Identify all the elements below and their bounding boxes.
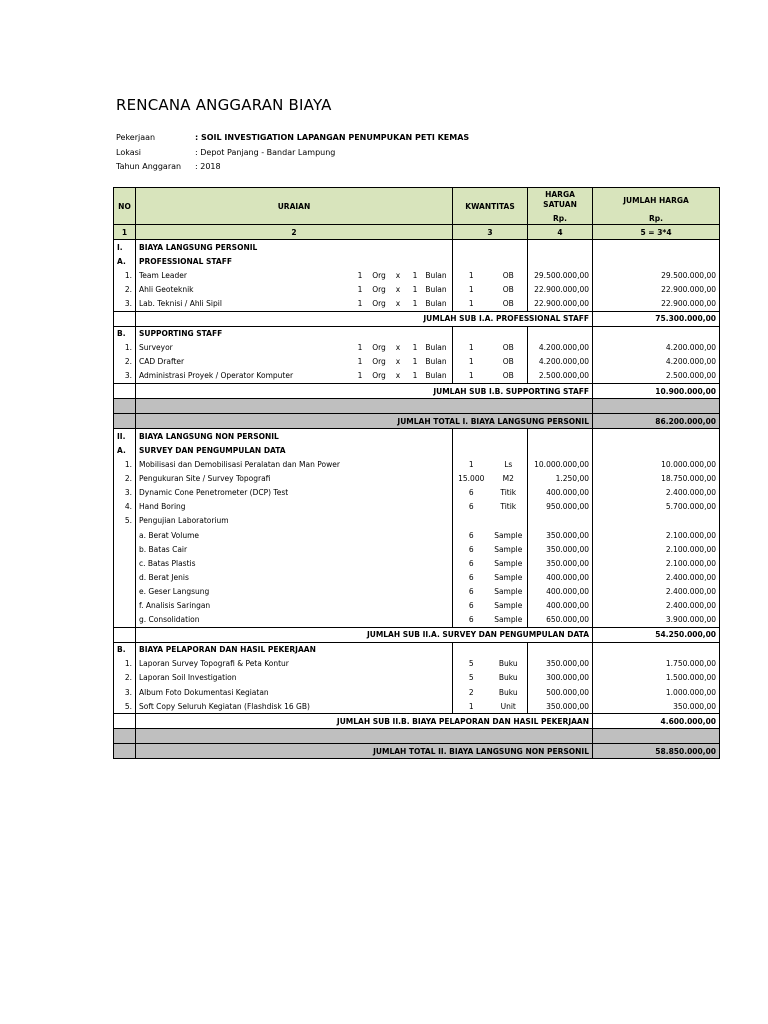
section-heading-row — [114, 429, 720, 444]
item-person-qty: 1 — [357, 299, 363, 309]
item-unit: Titik — [500, 502, 517, 512]
item-number: 1. — [124, 343, 132, 353]
item-unit-price: 400.000,00 — [528, 486, 593, 500]
item-quantity: 1 — [453, 699, 490, 714]
item-description — [136, 369, 453, 384]
item-unit: OB — [502, 284, 514, 294]
item-description: Pengujian Laboratorium — [136, 514, 453, 528]
item-total: 2.100.000,00 — [593, 528, 720, 542]
empty-cell — [593, 399, 720, 414]
empty-cell — [593, 729, 720, 744]
item-unit-price: 22.900.000,00 — [528, 296, 593, 311]
item-times: x — [395, 343, 401, 353]
item-description: Hand Boring — [136, 500, 453, 514]
table-row — [114, 657, 720, 671]
item-number: 2. — [124, 474, 132, 484]
item-duration-unit: Bulan — [425, 270, 447, 280]
empty-cell — [453, 326, 528, 341]
item-description — [136, 296, 453, 311]
empty-cell — [136, 399, 593, 414]
subtotal-label: JUMLAH SUB II.A. SURVEY DAN PENGUMPULAN DATA — [136, 627, 593, 642]
table-row — [114, 613, 720, 628]
item-unit-price: 400.000,00 — [528, 584, 593, 598]
item-total: 2.400.000,00 — [593, 486, 720, 500]
item-total: 5.700.000,00 — [593, 500, 720, 514]
section-heading-row — [114, 240, 720, 255]
item-number — [114, 556, 136, 570]
total-row — [114, 744, 720, 759]
item-duration-qty: 1 — [412, 343, 418, 353]
empty-cell — [114, 414, 136, 429]
item-number — [114, 570, 136, 584]
subtotal-row — [114, 384, 720, 399]
item-description-wrap — [139, 371, 449, 380]
item-quantity: 6 — [453, 613, 490, 628]
item-quantity: 6 — [453, 486, 490, 500]
empty-cell — [453, 429, 528, 444]
item-person-unit: Org — [372, 299, 386, 309]
table-row — [114, 486, 720, 500]
spacer-row — [114, 399, 720, 414]
item-unit: OB — [502, 371, 514, 381]
section-number: II. — [117, 431, 126, 441]
table-row — [114, 355, 720, 369]
item-quantity: 1 — [453, 369, 490, 384]
item-quantity: 2 — [453, 685, 490, 699]
table-row — [114, 528, 720, 542]
item-description: a. Berat Volume — [136, 528, 453, 542]
subtotal-value: 54.250.000,00 — [593, 627, 720, 642]
item-description: f. Analisis Saringan — [136, 598, 453, 612]
item-person-unit: Org — [372, 357, 386, 367]
meta-value: : Depot Panjang - Bandar Lampung — [195, 147, 336, 157]
item-quantity: 6 — [453, 500, 490, 514]
total-value: 58.850.000,00 — [593, 744, 720, 759]
empty-cell — [593, 443, 720, 457]
item-unit: Buku — [498, 673, 518, 683]
item-duration-unit: Bulan — [425, 343, 447, 353]
item-number — [114, 613, 136, 628]
section-number: A. — [117, 256, 126, 266]
item-unit-price: 400.000,00 — [528, 598, 593, 612]
item-number — [114, 528, 136, 542]
item-person-unit: Org — [372, 270, 386, 280]
item-unit-price: 350.000,00 — [528, 542, 593, 556]
header-uraian: URAIAN — [136, 188, 453, 225]
item-times: x — [395, 270, 401, 280]
section-number: B. — [117, 329, 126, 339]
index-uraian: 2 — [136, 225, 453, 240]
item-unit: Sample — [494, 586, 523, 596]
item-person-qty: 1 — [357, 343, 363, 353]
item-unit-price: 350.000,00 — [528, 699, 593, 714]
item-person-qty: 1 — [357, 284, 363, 294]
item-unit: Sample — [494, 572, 523, 582]
item-total: 1.000.000,00 — [593, 685, 720, 699]
item-unit-price: 400.000,00 — [528, 570, 593, 584]
subtotal-value: 75.300.000,00 — [593, 311, 720, 326]
item-unit-price: 4.200.000,00 — [528, 355, 593, 369]
meta-row-pekerjaan — [116, 133, 469, 148]
item-duration-qty: 1 — [412, 371, 418, 381]
item-quantity: 1 — [453, 355, 490, 369]
table-header-row — [114, 188, 720, 213]
subtotal-row — [114, 311, 720, 326]
header-no: NO — [114, 188, 136, 225]
table-row — [114, 282, 720, 296]
empty-cell — [593, 326, 720, 341]
item-quantity: 6 — [453, 570, 490, 584]
header-jumlah-rp: Rp. — [593, 212, 720, 225]
subtotal-label: JUMLAH SUB II.B. BIAYA PELAPORAN DAN HASIL PEKERJAAN — [136, 714, 593, 729]
item-total: 22.900.000,00 — [593, 282, 720, 296]
subtotal-value: 10.900.000,00 — [593, 384, 720, 399]
item-description: g. Consolidation — [136, 613, 453, 628]
section-title: SURVEY DAN PENGUMPULAN DATA — [136, 443, 453, 457]
item-total: 18.750.000,00 — [593, 472, 720, 486]
page-title: RENCANA ANGGARAN BIAYA — [116, 96, 332, 114]
table-index-row — [114, 225, 720, 240]
empty-cell — [593, 642, 720, 657]
item-number: 1. — [124, 460, 132, 470]
empty-cell — [593, 254, 720, 268]
item-name: Administrasi Proyek / Operator Komputer — [139, 371, 294, 381]
item-description: Soft Copy Seluruh Kegiatan (Flashdisk 16 GB) — [136, 699, 453, 714]
item-unit: Titik — [500, 488, 517, 498]
section-number: A. — [117, 445, 126, 455]
item-description-wrap — [139, 299, 449, 308]
item-quantity: 5 — [453, 671, 490, 685]
item-total: 3.900.000,00 — [593, 613, 720, 628]
index-kwantitas: 3 — [453, 225, 528, 240]
item-duration-qty: 1 — [412, 357, 418, 367]
item-number: 3. — [124, 371, 132, 381]
table-row — [114, 369, 720, 384]
empty-cell — [528, 642, 593, 657]
item-name: Ahli Geoteknik — [139, 284, 194, 294]
empty-cell — [114, 399, 136, 414]
item-name: Team Leader — [139, 270, 187, 280]
table-row — [114, 584, 720, 598]
item-unit-price: 22.900.000,00 — [528, 282, 593, 296]
section-title: PROFESSIONAL STAFF — [136, 254, 453, 268]
meta-value: : 2018 — [195, 162, 221, 171]
item-unit: Buku — [498, 659, 518, 669]
item-total: 2.500.000,00 — [593, 369, 720, 384]
item-description: b. Batas Cair — [136, 542, 453, 556]
item-person-unit: Org — [372, 343, 386, 353]
item-total: 1.500.000,00 — [593, 671, 720, 685]
budget-table — [113, 187, 720, 759]
item-unit-price: 1.250,00 — [528, 472, 593, 486]
item-unit: Sample — [494, 600, 523, 610]
empty-cell — [453, 642, 528, 657]
section-title: BIAYA LANGSUNG PERSONIL — [136, 240, 453, 255]
item-quantity: 6 — [453, 556, 490, 570]
empty-cell — [528, 254, 593, 268]
section-title: BIAYA LANGSUNG NON PERSONIL — [136, 429, 453, 444]
empty-cell — [593, 240, 720, 255]
meta-label: Pekerjaan — [116, 133, 156, 142]
item-unit-price: 300.000,00 — [528, 671, 593, 685]
header-harga-rp: Rp. — [528, 212, 593, 225]
header-harga-satuan: HARGA SATUAN — [528, 188, 593, 213]
empty-cell — [528, 326, 593, 341]
subtotal-label: JUMLAH SUB I.B. SUPPORTING STAFF — [136, 384, 593, 399]
table-row — [114, 699, 720, 714]
item-unit-price: 350.000,00 — [528, 556, 593, 570]
item-unit: Ls — [504, 460, 513, 470]
total-label: JUMLAH TOTAL I. BIAYA LANGSUNG PERSONIL — [136, 414, 593, 429]
item-duration-unit: Bulan — [425, 284, 447, 294]
item-quantity: 1 — [453, 458, 490, 472]
item-description: Album Foto Dokumentasi Kegiatan — [136, 685, 453, 699]
spacer-row — [114, 729, 720, 744]
item-unit-price: 10.000.000,00 — [528, 458, 593, 472]
item-description — [136, 341, 453, 355]
item-quantity: 6 — [453, 584, 490, 598]
item-description: Dynamic Cone Penetrometer (DCP) Test — [136, 486, 453, 500]
table-row — [114, 268, 720, 282]
item-quantity: 15.000 — [453, 472, 490, 486]
item-description: c. Batas Plastis — [136, 556, 453, 570]
item-total: 2.400.000,00 — [593, 584, 720, 598]
item-quantity — [453, 514, 490, 528]
empty-cell — [114, 311, 136, 326]
project-meta — [116, 133, 469, 177]
empty-cell — [114, 627, 136, 642]
meta-label: Lokasi — [116, 147, 141, 157]
item-unit-price: 950.000,00 — [528, 500, 593, 514]
table-row — [114, 685, 720, 699]
item-total: 350.000,00 — [593, 699, 720, 714]
meta-value: : SOIL INVESTIGATION LAPANGAN PENUMPUKAN PETI KEMAS — [195, 133, 470, 142]
item-number — [114, 598, 136, 612]
table-row — [114, 514, 720, 528]
subtotal-row — [114, 627, 720, 642]
empty-cell — [136, 729, 593, 744]
item-duration-qty: 1 — [412, 284, 418, 294]
item-person-unit: Org — [372, 371, 386, 381]
empty-cell — [593, 429, 720, 444]
empty-cell — [114, 384, 136, 399]
section-heading-row — [114, 326, 720, 341]
item-unit: Sample — [494, 558, 523, 568]
section-heading-row — [114, 254, 720, 268]
item-duration-unit: Bulan — [425, 299, 447, 309]
item-quantity: 1 — [453, 268, 490, 282]
empty-cell — [528, 240, 593, 255]
item-total: 29.500.000,00 — [593, 268, 720, 282]
item-name: Lab. Teknisi / Ahli Sipil — [139, 299, 222, 309]
section-title: SUPPORTING STAFF — [136, 326, 453, 341]
item-total — [593, 514, 720, 528]
item-number: 2. — [124, 357, 132, 367]
item-person-qty: 1 — [357, 357, 363, 367]
item-unit: Unit — [500, 701, 516, 711]
item-person-unit: Org — [372, 284, 386, 294]
item-total: 2.400.000,00 — [593, 598, 720, 612]
item-total: 2.400.000,00 — [593, 570, 720, 584]
item-quantity: 1 — [453, 341, 490, 355]
item-number: 4. — [124, 502, 132, 512]
section-number: I. — [117, 242, 123, 252]
index-no: 1 — [114, 225, 136, 240]
index-harga: 4 — [528, 225, 593, 240]
item-person-qty: 1 — [357, 270, 363, 280]
item-number — [114, 542, 136, 556]
item-quantity: 6 — [453, 528, 490, 542]
table-row — [114, 296, 720, 311]
item-times: x — [395, 371, 401, 381]
item-total: 4.200.000,00 — [593, 355, 720, 369]
item-unit: OB — [502, 343, 514, 353]
item-unit: Sample — [494, 530, 523, 540]
item-times: x — [395, 284, 401, 294]
table-row — [114, 472, 720, 486]
item-description — [136, 282, 453, 296]
subtotal-value: 4.600.000,00 — [593, 714, 720, 729]
item-total: 4.200.000,00 — [593, 341, 720, 355]
empty-cell — [114, 729, 136, 744]
item-total: 1.750.000,00 — [593, 657, 720, 671]
total-row — [114, 414, 720, 429]
total-label: JUMLAH TOTAL II. BIAYA LANGSUNG NON PERSONIL — [136, 744, 593, 759]
meta-label: Tahun Anggaran — [116, 162, 182, 171]
table-row — [114, 570, 720, 584]
item-number — [114, 584, 136, 598]
item-times: x — [395, 357, 401, 367]
item-number: 2. — [124, 284, 132, 294]
section-number: B. — [117, 645, 126, 655]
item-number: 5. — [124, 701, 132, 711]
index-jumlah: 5 = 3*4 — [593, 225, 720, 240]
item-number: 3. — [124, 687, 132, 697]
section-heading-row — [114, 443, 720, 457]
section-title: BIAYA PELAPORAN DAN HASIL PEKERJAAN — [136, 642, 453, 657]
item-unit: Buku — [498, 687, 518, 697]
item-description-wrap — [139, 357, 449, 366]
item-unit — [490, 514, 528, 528]
item-number: 3. — [124, 488, 132, 498]
empty-cell — [453, 254, 528, 268]
item-unit-price: 350.000,00 — [528, 657, 593, 671]
item-description: d. Berat Jenis — [136, 570, 453, 584]
item-number: 2. — [124, 673, 132, 683]
item-description: Pengukuran Site / Survey Topografi — [136, 472, 453, 486]
item-description-wrap — [139, 343, 449, 352]
item-unit-price: 2.500.000,00 — [528, 369, 593, 384]
item-duration-qty: 1 — [412, 299, 418, 309]
item-quantity: 1 — [453, 282, 490, 296]
item-quantity: 6 — [453, 542, 490, 556]
table-row — [114, 458, 720, 472]
item-person-qty: 1 — [357, 371, 363, 381]
empty-cell — [114, 714, 136, 729]
table-row — [114, 556, 720, 570]
item-description-wrap — [139, 271, 449, 280]
item-description: Laporan Soil Investigation — [136, 671, 453, 685]
meta-row-lokasi — [116, 148, 469, 163]
item-description — [136, 355, 453, 369]
table-row — [114, 341, 720, 355]
item-unit: OB — [502, 357, 514, 367]
item-number: 1. — [124, 270, 132, 280]
item-total: 22.900.000,00 — [593, 296, 720, 311]
item-unit-price: 29.500.000,00 — [528, 268, 593, 282]
item-unit: Sample — [494, 615, 523, 625]
subtotal-row — [114, 714, 720, 729]
item-total: 2.100.000,00 — [593, 556, 720, 570]
item-duration-qty: 1 — [412, 270, 418, 280]
item-unit-price: 650.000,00 — [528, 613, 593, 628]
empty-cell — [114, 744, 136, 759]
item-unit-price: 350.000,00 — [528, 528, 593, 542]
table-row — [114, 598, 720, 612]
item-duration-unit: Bulan — [425, 357, 447, 367]
item-description — [136, 268, 453, 282]
item-quantity: 5 — [453, 657, 490, 671]
subtotal-label: JUMLAH SUB I.A. PROFESSIONAL STAFF — [136, 311, 593, 326]
item-duration-unit: Bulan — [425, 371, 447, 381]
item-unit-price: 500.000,00 — [528, 685, 593, 699]
total-value: 86.200.000,00 — [593, 414, 720, 429]
item-number: 1. — [124, 659, 132, 669]
item-quantity: 1 — [453, 296, 490, 311]
table-row — [114, 671, 720, 685]
item-number: 3. — [124, 299, 132, 309]
empty-cell — [453, 443, 528, 457]
item-unit-price: 4.200.000,00 — [528, 341, 593, 355]
empty-cell — [528, 443, 593, 457]
item-unit: Sample — [494, 544, 523, 554]
table-row — [114, 500, 720, 514]
item-name: Surveyor — [139, 343, 173, 353]
meta-row-tahun — [116, 162, 469, 177]
item-description: e. Geser Langsung — [136, 584, 453, 598]
header-kwantitas: KWANTITAS — [453, 188, 528, 225]
item-unit-price — [528, 514, 593, 528]
item-quantity: 6 — [453, 598, 490, 612]
section-heading-row — [114, 642, 720, 657]
item-description: Laporan Survey Topografi & Peta Kontur — [136, 657, 453, 671]
item-description: Mobilisasi dan Demobilisasi Peralatan dan Man Power — [136, 458, 453, 472]
item-unit: OB — [502, 270, 514, 280]
item-times: x — [395, 299, 401, 309]
item-unit: OB — [502, 299, 514, 309]
item-unit: M2 — [502, 474, 514, 484]
empty-cell — [528, 429, 593, 444]
item-total: 2.100.000,00 — [593, 542, 720, 556]
item-number: 5. — [124, 516, 132, 526]
item-total: 10.000.000,00 — [593, 458, 720, 472]
empty-cell — [453, 240, 528, 255]
item-name: CAD Drafter — [139, 357, 185, 367]
header-jumlah-harga: JUMLAH HARGA — [593, 188, 720, 213]
table-row — [114, 542, 720, 556]
item-description-wrap — [139, 285, 449, 294]
